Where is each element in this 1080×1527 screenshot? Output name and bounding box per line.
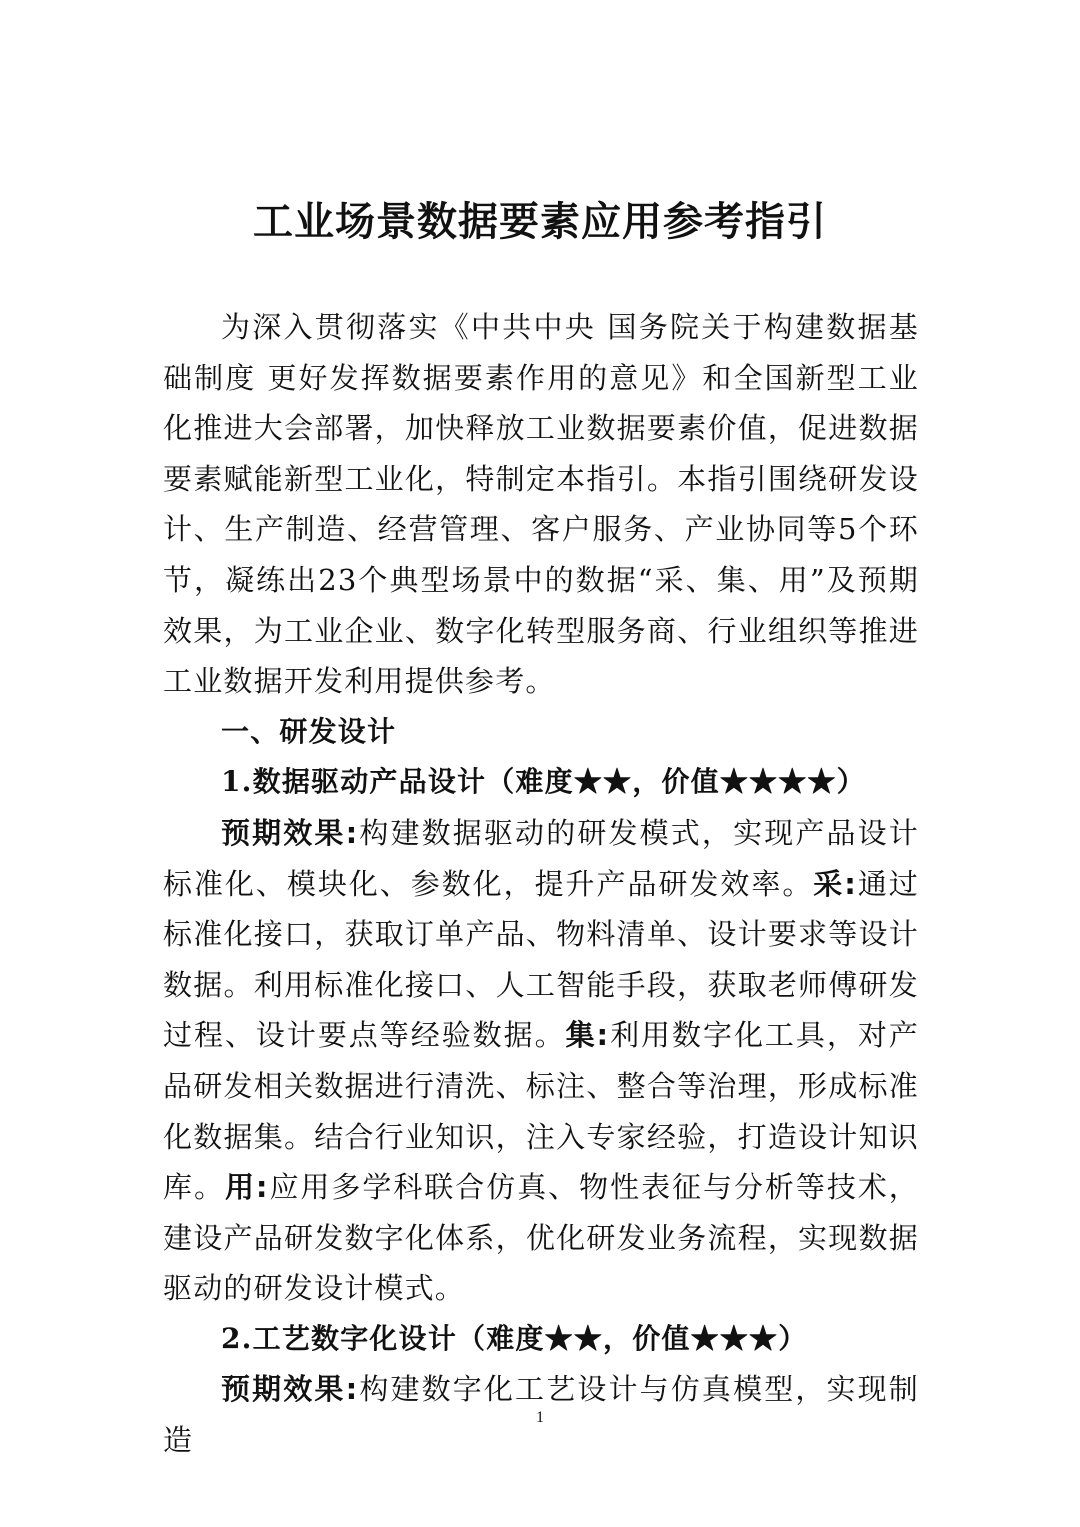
intro-paragraph: 为深入贯彻落实《中共中央 国务院关于构建数据基础制度 更好发挥数据要素作用的意见》和全国新型工业化推进大会部署，加快释放工业数据要素价值，促进数据要素赋能新型工业化，特制定本指引。本指引围绕研发设计、生产制造、经营管理、客户服务、产业协同等5个环节，凝练出23个典型场景中的数据“采、集、用”及预期效果，为工业企业、数字化转型服务商、行业组织等推进工业数据开发利用提供参考。: [163, 310, 919, 699]
use-text: 应用多学科联合仿真、物性表征与分析等技术，建设产品研发数字化体系，优化研发业务流程，实现数据驱动的研发设计模式。: [163, 1170, 919, 1306]
collect-text: 通过标准化接口，获取订单产品、物料清单、设计要求等设计数据。利用标准化接口、人工智能手段，获取老师傅研发过程、设计要点等经验数据。: [163, 866, 919, 1053]
page-number: 1: [536, 1409, 544, 1426]
gather-text: 利用数字化工具，对产品研发相关数据进行清洗、标注、整合等治理，形成标准化数据集。结合行业知识，注入专家经验，打造设计知识库。: [163, 1018, 919, 1205]
item-heading-process-digital-design: 2.工艺数字化设计（难度★★，价值★★★）: [221, 1321, 808, 1355]
gather-label: 集:: [565, 1018, 610, 1053]
document-title: 工业场景数据要素应用参考指引: [253, 198, 827, 245]
expected-effect-text: 构建数据驱动的研发模式，实现产品设计标准化、模块化、参数化，提升产品研发效率。: [163, 815, 919, 901]
expected-effect-label: 预期效果:: [221, 815, 359, 850]
section-heading-rnd-design: 一、研发设计: [221, 714, 397, 748]
expected-effect-label: 预期效果:: [221, 1372, 359, 1407]
item-1-paragraph: [163, 808, 919, 1314]
document-body: [163, 302, 919, 1466]
item-heading-data-driven-product-design: 1.数据驱动产品设计（难度★★，价值★★★★）: [221, 765, 866, 799]
use-label: 用:: [224, 1170, 269, 1205]
expected-effect-text: 构建数字化工艺设计与仿真模型，实现制造: [163, 1372, 919, 1458]
collect-label: 采:: [813, 866, 858, 901]
